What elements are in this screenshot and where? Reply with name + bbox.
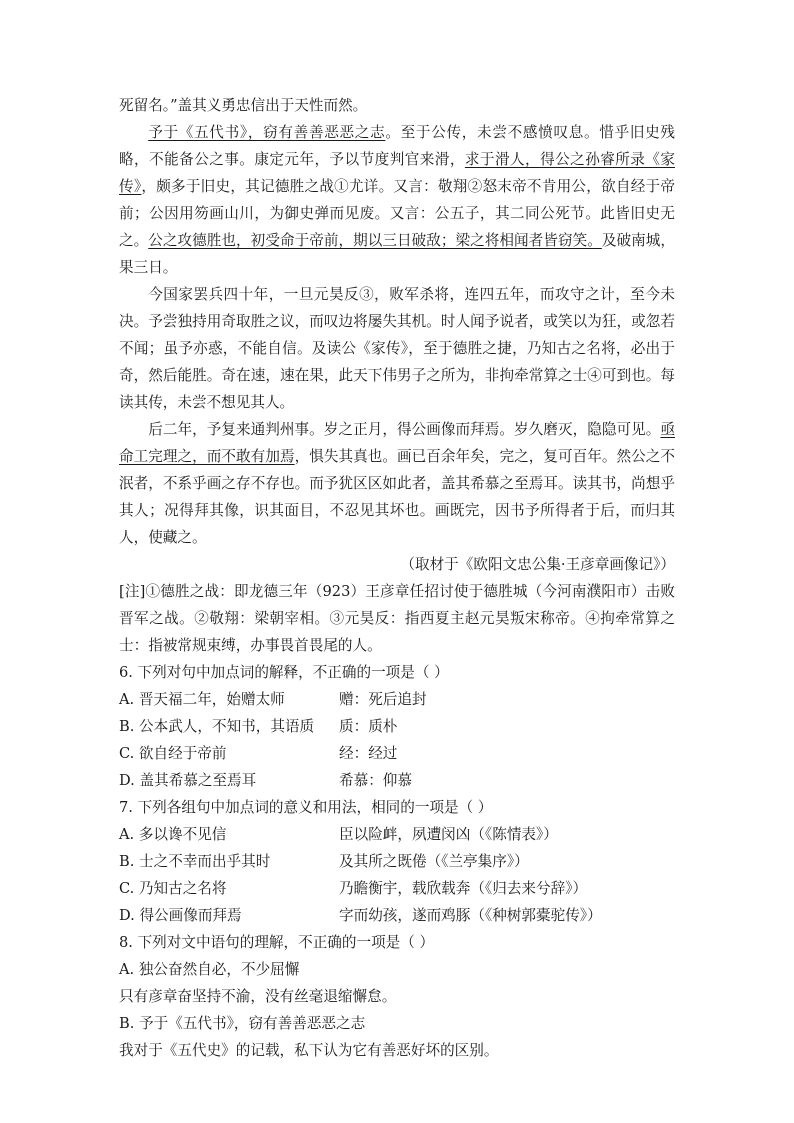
passage-paragraph-3: 后二年，予复来通判州事。岁之正月，得公画像而拜焉。岁久磨灭，隐隐可见。亟命工完理之，而不敢有加焉，惧失其真也。画已百余年矣，完之，复可百年。然公之不泯者，不系乎画之存不存也。而予犹区区如此者，盖其希慕之至焉耳。读其书，尚想乎其人；况得拜其像，识其面目，不忍见其坏也。画既完，因书予所得者于后，而归其人，使藏之。 [119, 421, 675, 546]
question-6-stem: 6. 下列对句中加点词的解释，不正确的一项是（ ） [119, 664, 449, 681]
passage-source: （取材于《欧阳文忠公集·王彦章画像记》） [400, 556, 675, 573]
question-6-option-a: A. 晋天福二年，始赠太师 赠：死后追封 [119, 691, 427, 708]
question-6-option-b: B. 公本武人，不知书，其语质 质：质朴 [119, 718, 398, 735]
underlined-sentence-3: 公之攻德胜也，初受命于帝前，期以三日破敌；梁之将相闻者皆窃笑。 [148, 232, 602, 249]
question-7-option-b: B. 士之不幸而出乎其时 及其所之既倦（《兰亭集序》） [119, 853, 529, 870]
question-7-option-c: C. 乃知古之名将 乃瞻衡宇，载欣载奔（《归去来兮辞》） [119, 880, 588, 897]
question-8-option-a: A. 独公奋然自必，不少屈懈 [119, 961, 300, 978]
question-8-stem: 8. 下列对文中语句的理解，不正确的一项是（ ） [119, 934, 435, 951]
question-8-option-a-translation: 只有彦章奋坚持不渝，没有丝毫退缩懈怠。 [119, 988, 397, 1005]
question-7-option-a: A. 多以谗不见信 臣以险衅，夙遭闵凶（《陈情表》） [119, 826, 558, 843]
document-content [119, 92, 675, 1064]
question-6-option-d: D. 盖其希慕之至焉耳 希慕：仰慕 [119, 772, 412, 789]
question-8-option-b-translation: 我对于《五代史》的记载，私下认为它有善恶好坏的区别。 [119, 1042, 499, 1059]
question-7-stem: 7. 下列各组句中加点词的意义和用法，相同的一项是（ ） [119, 799, 493, 816]
question-7-option-d: D. 得公画像而拜焉 字而幼孩，遂而鸡豚（《种树郭橐驼传》） [119, 907, 602, 924]
passage-notes: [注]①德胜之战：即龙德三年（923）王彦章任招讨使于德胜城（今河南濮阳市）击败晋军之战。②敬翔：梁朝宰相。③元昊反：指西夏主赵元昊叛宋称帝。④拘牵常算之士：指被常规束缚，办事畏首畏尾的人。 [119, 583, 675, 654]
passage-paragraph-2: 今国家罢兵四十年，一旦元昊反③，败军杀将，连四五年，而攻守之计，至今未决。予尝独持用奇取胜之议，而叹边将屡失其机。时人闻予说者，或笑以为狂，或忽若不闻；虽予亦惑，不能自信。及读公《家传》，至于德胜之捷，乃知古之名将，必出于奇，然后能胜。奇在速，速在果，此天下伟男子之所为，非拘牵常算之士④可到也。每读其传，未尝不想见其人。 [119, 286, 675, 411]
question-8-option-b: B. 予于《五代书》，窃有善善恶恶之志 [119, 1015, 366, 1032]
underlined-sentence-1: 予于《五代书》，窃有善善恶恶之志 [148, 124, 386, 141]
question-6-option-c: C. 欲自经于帝前 经：经过 [119, 745, 398, 762]
underlined-sentence-2: 求于滑人，得公之孙睿所录《家传》 [119, 151, 675, 195]
passage-paragraph-0: 死留名。”盖其义勇忠信出于天性而然。 [119, 97, 368, 114]
passage-paragraph-1: 予于《五代书》，窃有善善恶恶之志。至于公传，未尝不感愤叹息。惜乎旧史残略，不能备公之事。康定元年，予以节度判官来滑，求于滑人，得公之孙睿所录《家传》，颇多于旧史，其记德胜之战①尤详。又言：敬翔②怒末帝不肯用公，欲自经于帝前；公因用笏画山川，为御史弹而见废。又言：公五子，其二同公死节。此皆旧史无之。公之攻德胜也，初受命于帝前，期以三日破敌；梁之将相闻者皆窃笑。及破南城，果三日。 [119, 124, 676, 276]
underlined-sentence-4: 亟命工完理之，而不敢有加焉 [119, 421, 675, 465]
